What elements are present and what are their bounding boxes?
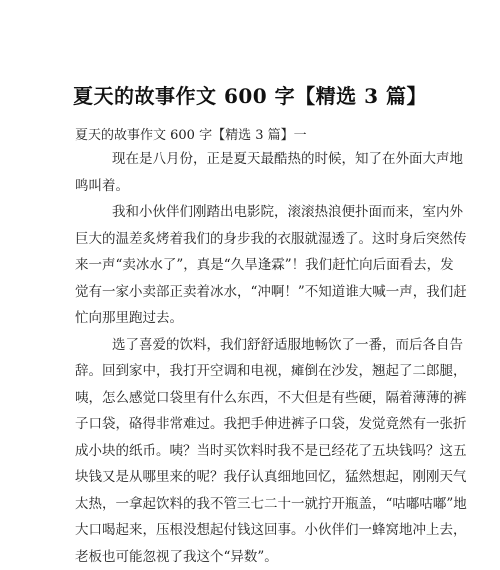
document-title: 夏天的故事作文 600 字【精选 3 篇】 <box>0 80 500 109</box>
paragraph-line: 辞。回到家中，我打开空调和电视，瘫倒在沙发，翘起了二郎腿， <box>75 358 435 385</box>
paragraph-line: 块钱又是从哪里来的呢？我仔认真细地回忆，猛然想起，刚刚天气 <box>75 464 435 491</box>
paragraph-line: 我和小伙伴们刚踏出电影院，滚滚热浪便扑面而来，室内外 <box>75 199 435 226</box>
paragraph-line: 选了喜爱的饮料，我们舒舒适服地畅饮了一番，而后各自告 <box>75 332 435 359</box>
paragraph-line: 巨大的温差炙烤着我们的身步我的衣服就湿透了。这时身后突然传 <box>75 226 435 253</box>
paragraph-line: 现在是八月份，正是夏天最酷热的时候，知了在外面大声地 <box>75 146 435 173</box>
paragraph-line: 鸣叫着。 <box>75 173 435 200</box>
paragraph-line: 成小块的纸币。咦？当时买饮料时我不是已经花了五块钱吗？这五 <box>75 438 435 465</box>
section-heading: 夏天的故事作文 600 字【精选 3 篇】一 <box>75 124 307 143</box>
paragraph-line: 老板也可能忽视了我这个“异数”。 <box>75 544 435 570</box>
paragraph-line: 忙向那里跑过去。 <box>75 305 435 332</box>
paragraph-line: 咦，怎么感觉口袋里有什么东西，不大但是有些硬，隔着薄薄的裤 <box>75 385 435 412</box>
paragraph-2 <box>75 199 435 332</box>
paragraph-line: 太热，一拿起饮料的我不管三七二十一就拧开瓶盖，“咕嘟咕嘟”地 <box>75 491 435 518</box>
paragraph-line: 子口袋，硌得非常难过。我把手伸进裤子口袋，发觉竟然有一张折 <box>75 411 435 438</box>
paragraph-line: 大口喝起来，压根没想起付钱这回事。小伙伴们一蜂窝地冲上去， <box>75 517 435 544</box>
paragraph-line: 来一声“卖冰水了”，真是“久旱逢霖”！我们赶忙向后面看去，发 <box>75 252 435 279</box>
paragraph-3 <box>75 332 435 570</box>
paragraph-1 <box>75 146 435 199</box>
document-body <box>75 146 435 570</box>
paragraph-line: 觉有一家小卖部正卖着冰水，“冲啊！”不知道谁大喊一声，我们赶 <box>75 279 435 306</box>
